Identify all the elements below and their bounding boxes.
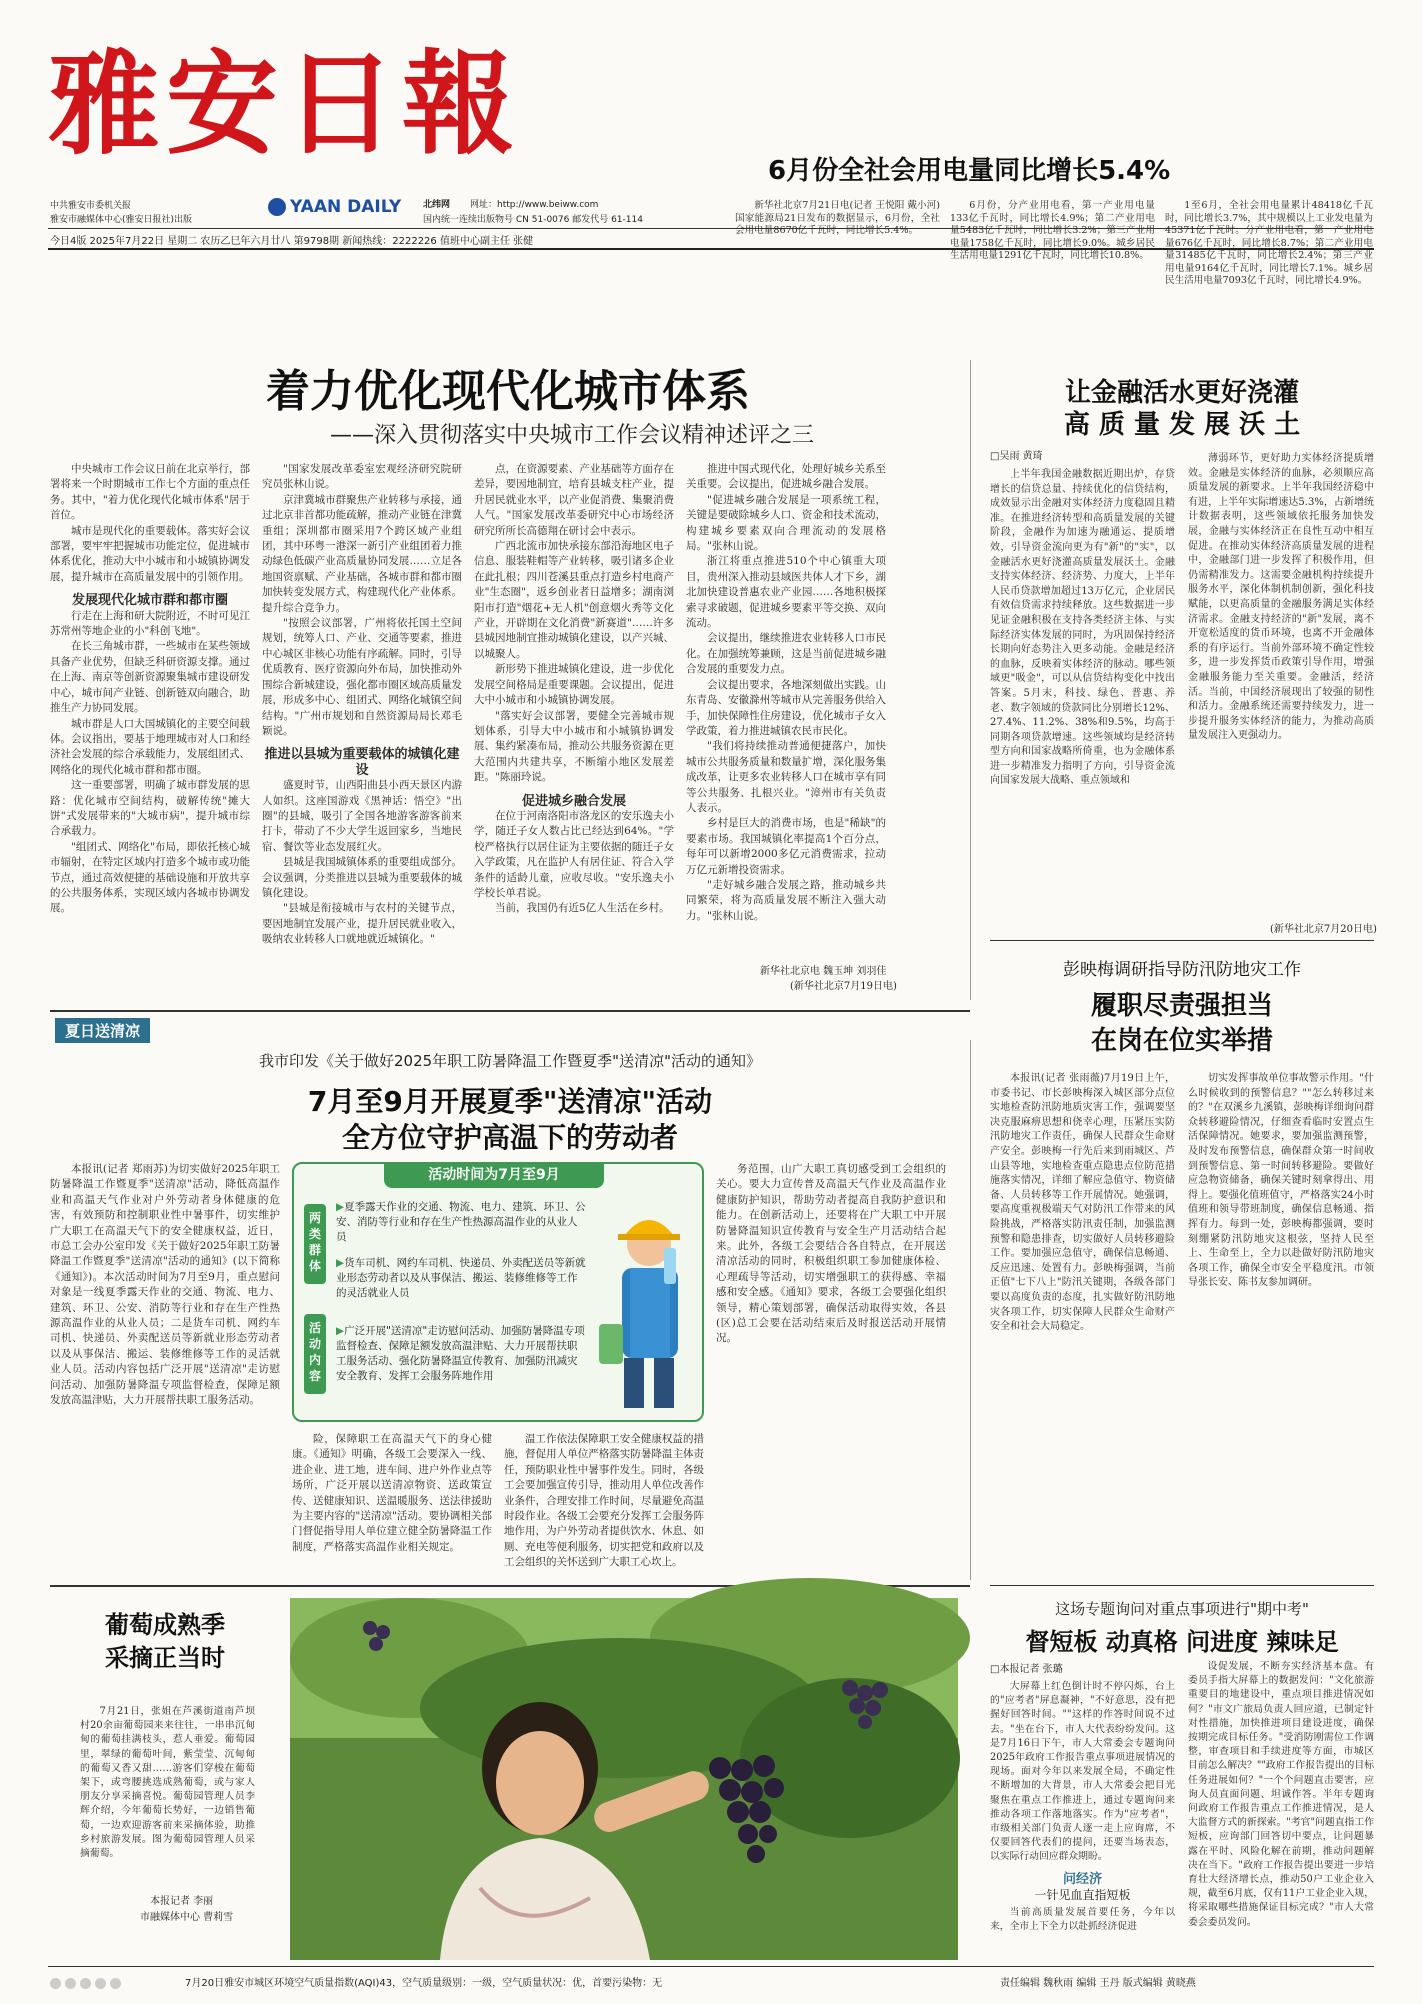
top-story-title: 6月份全社会用电量同比增长5.4% bbox=[768, 156, 1171, 186]
summer-col-3: 温工作依法保障职工安全健康权益的措施，督促用人单位严格落实防暑降温主体责任，预防职业性中暑事件发生。同时，各级工会要加强宣传引导，推动用人单位改善作业条件，合理安排工作时间，尽量避免高温时段作业。各级工会要充分发挥工会服务阵地作用，为户外劳动者提供饮水、休息、如厕、充电等便利服务，切实把党和政府以及工会组织的关怀送到广大职工心坎上。 bbox=[504, 1433, 704, 1569]
lead-col-4: 推进中国式现代化，处理好城乡关系至关重要。会议提出，促进城乡融合发展。 "促进城乡融合发展是一项系统工程，关键是要破除城乡人口、资金和技术流动，构建城乡要素双向合理流动的发展格局。"张林山说。 浙江将重点推进510个中心镇重大项目，贵州深入推动县域医共体人才下乡，湖北加快建设普惠农业产业园……各地积极探索寻求破题，促进城乡要素平等交换、双向流动。 会议提出，继续推进农业转移人口市民化。在加强统筹兼顾，这是当前促进城乡融合发展的重要发力点。 会议提出要求，各地深刻做出实践。山东青岛、安徽滁州等城市从完善服务供给入手，加快保障性住房建设，优化城市子女入学政策，着力推进城镇农民市民化。 "我们将持续推动普通便捷落户，加快城市公共服务质量和数量扩增，深化服务集成改革，让更多农业转移人口在城市享有同等公共服务、扎根兴业。"漳州市有关负责人表示。 乡村是巨大的消费市场，也是"稀缺"的要素市场。我国城镇化率提高1个百分点，每年可以新增2000多亿元消费需求，拉动万亿元新增投资需求。 "走好城乡融合发展之路，推动城乡共同繁荣，将为高质量发展不断注入强大动力。"张林山说。 bbox=[686, 463, 886, 922]
top-story-col-1: 新华社北京7月21日电(记者 王悦阳 戴小河)国家能源局21日发布的数据显示，6月份，全社会用电量8670亿千瓦时，同比增长5.4%。 bbox=[735, 200, 940, 236]
lead-title: 着力优化现代化城市体系 bbox=[266, 366, 750, 417]
summer-title-2: 全方位守护高温下的劳动者 bbox=[341, 1121, 678, 1154]
web-url[interactable]: 网址：http://www.beiww.com bbox=[470, 200, 599, 210]
box-item-1: ▶夏季露天作业的交通、物流、电力、建筑、环卫、公安、消防等行业和存在生产性热源高温作业的从业人员 bbox=[336, 1201, 586, 1243]
lead-col-1: 中央城市工作会议日前在北京举行，部署将来一个时期城市工作七个方面的重点任务。其中，"着力优化现代化城市体系"居于首位。 城市是现代化的重要载体。落实好会议部署，要牢牢把握城市功能定位，促进城市体系优化，推动大中小城市和小城镇协调发展，提升城市在高质量发展中的引领作用。 发展现代化城市群和都市圈 行走在上海和研大院附近，不时可见江苏常州等地企业的小"科创飞地"。 在长三角城市群，一些城市在某些领域具备产业优势，但缺乏科研资源支撑。通过在上海、南京等创新资源聚集城市建设研发中心，城市间产业链、创新链双向融合，助推生产力协同发展。 城市群是人口大国城镇化的主要空间载体。会议指出，要基于地理城市对人口和经济社会发展的综合承载能力，发展组团式、网络化的现代化城市群和都市圈。 这一重要部署，明确了城市群发展的思路：优化城市空间结构，破解传统"摊大饼"式发展带来的"大城市病"，提升城市综合承载力。 "组团式、网络化"布局，即依托核心城市辐射，在特定区域内打造多个城市或功能节点，通过高效便捷的基础设施和开放共享的公共服务体系，实现区域内各城市协调发展。 bbox=[50, 463, 250, 915]
dot-icon bbox=[110, 1978, 121, 1989]
midterm-subhead: 问经济 bbox=[1062, 1872, 1102, 1887]
summer-box-title: 活动时间为7月至9月 bbox=[384, 1162, 604, 1188]
summer-title-1: 7月至9月开展夏季"送清凉"活动 bbox=[307, 1085, 713, 1118]
midterm-col-1: 大屏幕上红色倒计时不停闪烁，台上的"应考者"屏息凝神，"不好意思，没有把握好回答时间。""这样的作答时间说不过去。"坐在台下，市人大代表纷纷发问。这是7月16日下午，市人大常委会专题询问2025年政府工作报告重点事项进展情况的现场。面对今年以来发展全局，不确定性不断增加的大背景，市人大常委会把目光聚焦在重点工作推进上，通过专题询问来推动各项工作落地落实。作为"应考者"，市级相关部门负责人逐一走上应询席，不仅要回答代表们的提问，还要当场表态，以实际行动回应群众期盼。 bbox=[990, 1681, 1175, 1863]
date-line: 今日4版 2025年7月22日 星期二 农历乙巳年六月廿八 第9798期 新闻热线：2222226 值班中心副主任 张健 bbox=[50, 236, 534, 247]
en-logo-icon bbox=[268, 198, 286, 216]
summer-col-4: 务范围，山广大职工真切感受到工会组织的关心。要大力宣传普及高温天气作业及高温作业健康防护知识，帮助劳动者提高自我防护意识和能力。在创新活动上，还要将在广大职工中开展防暑降温知识宣传教育与安全生产月活动结合起来。此外，各级工会要结合各自特点，在开展送清凉活动的同时，积极组织职工参加健康体检、心理疏导等活动，切实增强职工的获得感、幸福感和安全感。《通知》要求，各级工会要强化组织领导，精心策划部署，确保活动取得实效，各县(区)总工会要在活动结束后及时报送活动开展情况。 bbox=[716, 1163, 946, 1345]
masthead-title: 雅安日報 bbox=[48, 39, 520, 170]
dot-icon bbox=[50, 1978, 61, 1989]
summer-info-box bbox=[292, 1162, 704, 1422]
finance-col-1: 上半年我国金融数据近期出炉，存贷增长的信贷总量、持续优化的信贷结构，成效显示出金融对实体经济力度稳固且精准。在推进经济转型和高质量发展的关键阶段，金融作为加速为融通运、提质增效，引导资金流向更为有"新"的"实"，以金融活水更好浇灌高质量发展沃土。金融支持实体经济、经济势、力度大，上半年人民币贷款增加超过13万亿元，企业居民有效信贷需求持续释放。这些数据进一步见证金融积极在支持各类经济主体、与实际经济实体发展的同时，为巩固保持经济长期向好态势注入更多动能。金融是经济的血脉，反映着实体经济的脉动。哪些领域更"吸金"，可以从信贷结构变化中找出答案。5月末，科技、绿色、普惠、养老、数字领域的贷款同比分别增长12%、27.4%、11.2%、38%和9.5%，均高于同期各项贷款增速。这些领域均是经济转型方向和国家战略所倚重，也为金融体系进一步精准发力指明了方向，引导资金流向国家发展大战略、重点领域和 bbox=[990, 469, 1175, 787]
box-item-2: ▶货车司机、网约车司机、快递员、外卖配送员等新就业形态劳动者以及从事保洁、搬运、装修维修等工作的灵活就业人员 bbox=[336, 1257, 586, 1299]
midterm-col-2: 设促发展，不断夯实经济基本盘。有委员手指大屏幕上的数据发问："文化旅游重要目的地建设中，重点项目推进情况如何？"市文广旅局负责人回应道，已制定针对性措施，加快推进项目建设进度，确保按期完成目标任务。"受消防刚需位工作调整，审查项目和手续进度等方面，市城区目前怎么解决？""政府工作报告提出的目标任务进展如何？"一个个问题直击要害，应询人员直面问题、坦诚作答。半年专题询问政府工作报告重点工作推进情况，是人大监督方式的新探索。"考官"问题直指工作短板，应询部门回答切中要点，让问题暴露在平时、风险化解在前期，推动问题解决在当下。"政府工作报告提出要进一步培育壮大经济增长点，推动50户工业企业入规，截至6月底，仅有11户工业企业入规，将采取哪些措施保证目标完成？"市人大常委会委员发问。 bbox=[1188, 1661, 1374, 1928]
midterm-title: 督短板 动真格 问进度 辣味足 bbox=[1025, 1628, 1339, 1656]
finance-col-2: 薄弱环节，更好助力实体经济提质增效。金融是实体经济的血脉，必须顺应高质量发展的新要求。上半年我国经济稳中有进，上半年实际增速达5.3%，占新增统计数据表明，这些领域依托服务加快发展，金融与实体经济正在良性互动中相互促进。在推动实体经济高质量发展的进程中，金融部门进一步发挥了积极作用，但仍需精准发力。这需要金融机构持续提升服务水平，深化体制机制创新，强化科技赋能，以更高质量的金融服务满足实体经济需求。金融支持经济的"新"发展，离不开宽松适度的货币环境，也离不开金融体系的有序运行。当前外部环境不确定性较多，进一步发挥货币政策引导作用，增强金融服务能力至关重要。金融活，经济活。当前，中国经济展现出了较强的韧性和活力。金融系统还需要持续发力，进一步提升服务实体经济的能力，为推动高质量发展注入更强动力。 bbox=[1188, 453, 1374, 742]
subhead-city-cluster: 发展现代化城市群和都市圈 bbox=[71, 593, 228, 609]
lead-subtitle: ——深入贯彻落实中央城市工作会议精神述评之三 bbox=[330, 423, 815, 448]
box-label-content: 活动内容 bbox=[304, 1314, 326, 1394]
top-story-col-3: 1至6月，全社会用电量累计48418亿千瓦时，同比增长3.7%，其中规模以上工业发电量为45371亿千瓦时。分产业用电看，第一产业用电量676亿千瓦时，同比增长8.7%；第二产业用电量31485亿千瓦时，同比增长2.4%；第三产业用电量9164亿千瓦时，同比增长7.1%。城乡居民生活用电量7093亿千瓦时，同比增长4.9%。 bbox=[1165, 200, 1373, 286]
finance-author: □吴雨 黄琦 bbox=[990, 451, 1043, 462]
web-label: 北纬网 bbox=[423, 200, 451, 210]
midterm-kicker: 这场专题询问对重点事项进行"期中考" bbox=[1055, 1600, 1309, 1618]
grape-title-2: 采摘正当时 bbox=[105, 1644, 225, 1672]
org-line-2: 雅安市融媒体中心(雅安日报社)出版 bbox=[50, 215, 193, 225]
summer-col-2: 险，保障职工在高温天气下的身心健康。《通知》明确，各级工会要深入一线、进企业、进工地，进车间、进户外作业点等场所，广泛开展以送清凉物资、送政策宣传、送健康知识、送温暖服务、送法律援助为主要内容的"送清凉"活动。要协调相关部门督促指导用人单位建立健全防暑降温工作制度，严格落实高温作业相关规定。 bbox=[292, 1433, 492, 1553]
lead-col-2: "国家发展改革委室宏观经济研究院研究员张林山说。 京津冀城市群聚焦产业转移与承接，通过北京非首都功能疏解，推动产业链在津冀重组；深圳都市圈采用7个跨区域产业组团，其中环粤一港深一新引产业组团着力推动绿色低碳产业高质量协同发展……立足各地国资禀赋、产业基础，各城市群和都市圈加快转变发展方式，构建现代化产业体系。提升综合竞争力。 "按照会议部署，广州将依托国土空间规划，统筹人口、产业、交通等要素，推进中心城区非核心功能有序疏解。同时，引导优质教育、医疗资源向外布局，加快推动外围综合新城建设，强化都市圈区域高质量发展，形成多中心、组团式、网络化城镇空间结构。"广州市规划和自然资源局局长邓毛颖说。 推进以县城为重要载体的城镇化建设 盛夏时节，山西阳曲县小西天景区内游人如织。这座国游戏《黑神话：悟空》"出圈"的县城，吸引了全国各地游客游客前来打卡，带动了不少大学生返回家乡，当地民宿、餐饮等业态发展红火。 县城是我国城镇体系的重要组成部分。会议强调，分类推进以县城为重要载体的城镇化建设。 "县城是衔接城市与农村的关键节点，要因地制宜发展产业，提升居民就业收入，吸纳农业转移人口就地就近城镇化。" bbox=[262, 463, 462, 946]
summer-col-1: 本报讯(记者 郑雨苏)为切实做好2025年职工防暑降温工作暨夏季"送清凉"活动，降低高温作业和高温天气作业对户外劳动者身体健康的危害，有效预防和控制职业性中暑事件，切实维护广大职工在高温天气下的安全健康权益，近日，市总工会办公室印发《关于做好2025年职工防暑降温工作暨夏季"送清凉"活动的通知》(以下简称《通知》)。本次活动时间为7月至9月，重点慰问对象是一线夏季露天作业的交通、物流、电力、建筑、环卫、公安、消防等行业和存在生产性热源高温作业的从业人员；二是货车司机、网约车司机、快递员、外卖配送员等新就业形态劳动者以及从事保洁、搬运、装修维修等工作的灵活就业人员。活动内容包括广泛开展"送清凉"走访慰问活动、加强防暑降温专项监督检查，保障足额发放高温津贴，大力开展帮扶职工服务活动。 bbox=[50, 1163, 280, 1407]
arrow-icon: ▶ bbox=[336, 1257, 345, 1269]
finance-title-1: 让金融活水更好浇灌 bbox=[1064, 378, 1299, 408]
peng-kicker: 彭映梅调研指导防汛防地灾工作 bbox=[1063, 960, 1301, 980]
finance-title-2: 高 质 量 发 展 沃 土 bbox=[1063, 410, 1301, 440]
midterm-author: □本报记者 张璐 bbox=[990, 1664, 1063, 1675]
org-line-1: 中共雅安市委机关报 bbox=[50, 201, 132, 211]
arrow-icon: ▶ bbox=[336, 1201, 345, 1213]
arrow-icon: ▶ bbox=[336, 1325, 345, 1337]
box-label-groups: 两类群体 bbox=[304, 1204, 326, 1284]
dot-icon bbox=[80, 1978, 91, 1989]
lead-byline-date: (新华社北京7月19日电) bbox=[790, 981, 897, 992]
peng-title-2: 在岗在位实举措 bbox=[1090, 1026, 1273, 1056]
issn: 国内统一连续出版物号 CN 51-0076 邮发代号 61-114 bbox=[423, 215, 643, 225]
grape-harvest-photo bbox=[290, 1598, 958, 1960]
peng-title-1: 履职尽责强担当 bbox=[1090, 991, 1273, 1021]
footer-air-quality: 7月20日雅安市城区环境空气质量指数(AQI)43，空气质量级别：一级，空气质量状况：优，首要污染物：无 bbox=[185, 1978, 663, 1989]
peng-col-2: 切实发挥事故单位事故警示作用。"什么时候收到的预警信息？""怎么转移过来的？"在双溪乡九溪镇，彭映梅详细询问群众转移避险情况，仔细查看临时安置点生活保障情况。她要求，要加强监测预警，及时发布预警信息，确保群众第一时间收到预警信息、第一时间转移避险。要做好应急物资储备，确保关键时刻拿得出、用得上。要强化值班值守，严格落实24小时值班和领导带班制度，确保信息畅通、指挥有力。每到一处，彭映梅都强调，要时刻绷紧防汛防地灾这根弦，坚持人民至上、生命至上，全力以赴做好防汛防地灾各项工作，确保全市安全平稳度汛。市领导张长安、陈书友参加调研。 bbox=[1188, 1073, 1374, 1289]
box-item-3: ▶广泛开展"送清凉"走访慰问活动、加强防暑降温专项监督检查、保障足额发放高温津贴、大力开展帮扶职工服务活动、强化防暑降温宣传教育、加强防汛减灾安全教育、发挥工会服务阵地作用 bbox=[336, 1325, 585, 1382]
dot-icon bbox=[95, 1978, 106, 1989]
finance-dateline: (新华社北京7月20日电) bbox=[1270, 924, 1377, 935]
grape-credit-1: 本报记者 李丽 bbox=[150, 1896, 214, 1907]
lead-col-3: 点，在资源要素、产业基础等方面存在差异，要因地制宜，培育县城支柱产业，提升居民就业水平，以产业促消费、集聚消费人气。"国家发展改革委研究中心市场经济研究所所长高德翔在研讨会中表示。 广西北流市加快承接东部沿海地区电子信息、服装鞋帽等产业转移，吸引诸多企业在此扎根；四川苍溪县重点打造乡村电商产业"生态圈"，返乡创业者日益增多；湖南浏阳市打造"烟花+无人机"创意烟火秀等文化产业，开辟期在文化消费"新赛道"……许多县城因地制宜推动城镇化建设，以产兴城、以城聚人。 新形势下推进城镇化建设，进一步优化发展空间格局是重要课题。会议提出，促进大中小城市和小城镇协调发展。 "落实好会议部署，要健全完善城市规划体系，引导大中小城市和小城镇协调发展、集约紧凑布局，推动公共服务资源在更大范围内共建共享，不断缩小地区发展差距。"陈丽玲说。 促进城乡融合发展 在位于河南洛阳市洛龙区的安乐逸夫小学，随迁子女人数占比已经达到64%。"学校严格执行以居住证为主要依据的随迁子女入学政策，凡在监护人有居住证、符合入学条件的适龄儿童，应收尽收。"安乐逸夫小学校长单君说。 当前，我国仍有近5亿人生活在乡村。 bbox=[474, 463, 674, 915]
summer-tag: 夏日送清凉 bbox=[55, 1018, 150, 1043]
peng-col-1: 本报讯(记者 张雨薇)7月19日上午，市委书记、市长彭映梅深入城区部分点位实地检查防汛防地质灾害工作，强调要坚决克服麻痹思想和侥幸心理，压紧压实防汛防地灾工作责任，确保人民群众生命财产安全。彭映梅一行先后来到雨城区、芦山县等地，实地检查重点隐患点位防范措施落实情况，详细了解应急值守、物资储备、人员转移等工作开展情况。她强调，要高度重视极端天气对防汛工作带来的风险挑战，严格落实防汛责任制，加强监测预警和隐患排查，切实做好人员转移避险工作。要加强应急值守，确保信息畅通、反应迅速、处置有力。彭映梅强调，当前正值"七下八上"防汛关键期，各级各部门要以高度负责的态度，扎实做好防汛防地灾各项工作，切实保障人民群众生命财产安全和社会大局稳定。 bbox=[990, 1073, 1175, 1333]
summer-kicker: 我市印发《关于做好2025年职工防暑降温工作暨夏季"送清凉"活动的通知》 bbox=[259, 1052, 761, 1070]
footer-editors: 责任编辑 魏秋雨 编辑 王丹 版式编辑 黄晓燕 bbox=[1000, 1978, 1196, 1989]
grape-title-1: 葡萄成熟季 bbox=[105, 1611, 225, 1639]
grape-caption: 7月21日，张姐在芦溪街道南芦坝村20余亩葡萄园来来往往，一串串沉甸甸的葡萄挂满枝头，惹人垂爱。葡萄园里，翠绿的葡萄叶间，紫莹莹、沉甸甸的葡萄又香又甜……游客们穿梭在葡萄架下，或弯腰挑选成熟葡萄，或与家人朋友分享采摘喜悦。葡萄园管理人员李辉介绍，今年葡萄长势好，一边销售葡萄，一边欢迎游客前来采摘体验，助推乡村旅游发展。图为葡萄园管理人员采摘葡萄。 bbox=[80, 1706, 255, 1860]
footer-dots bbox=[50, 1974, 125, 1993]
dot-icon bbox=[65, 1978, 76, 1989]
subhead-county: 推进以县城为重要载体的城镇化建设 bbox=[264, 747, 460, 778]
worker-drinking-illustration bbox=[594, 1204, 699, 1414]
en-name: YAAN DAILY bbox=[290, 197, 402, 217]
lead-byline: 新华社北京电 魏玉坤 刘羽佳 bbox=[760, 966, 887, 977]
grape-credit-2: 市融媒体中心 曹莉雪 bbox=[140, 1912, 234, 1923]
midterm-subhead-2: 一针见血直指短板 bbox=[1034, 1888, 1131, 1902]
subhead-urban-rural: 促进城乡融合发展 bbox=[521, 793, 626, 809]
midterm-col-1b: 当前高质量发展首要任务，今年以来，全市上下全力以赴抓经济促进 bbox=[990, 1907, 1175, 1933]
top-story-col-2: 6月份，分产业用电看，第一产业用电量133亿千瓦时，同比增长4.9%；第二产业用电量5483亿千瓦时，同比增长3.2%；第三产业用电量1758亿千瓦时，同比增长9.0%。城乡居民生活用电量1291亿千瓦时，同比增长10.8%。 bbox=[950, 200, 1155, 261]
